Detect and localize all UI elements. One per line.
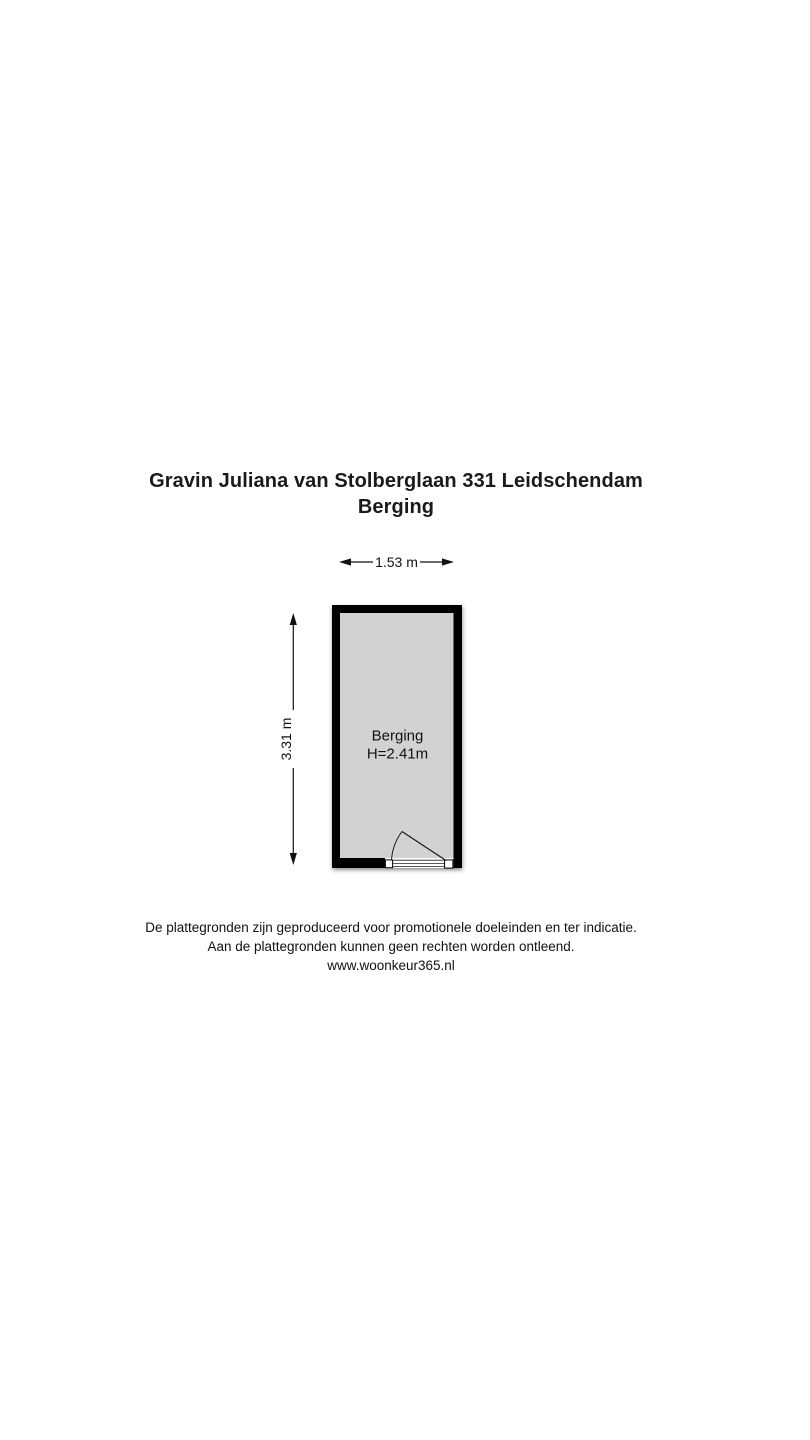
floorplan-drawing (260, 540, 480, 890)
page-title-address: Gravin Juliana van Stolberglaan 331 Leidschendam (149, 470, 643, 492)
page-title (0, 469, 792, 520)
footer-disclaimer (0, 918, 782, 975)
height-dimension (278, 613, 297, 865)
height-dimension-label: 3.31 m (278, 717, 294, 761)
arrow-up-icon (290, 613, 297, 625)
arrow-left-icon (339, 558, 351, 565)
door-jamb-left (385, 860, 392, 868)
room-ceiling-height-label: H=2.41m (366, 745, 429, 763)
width-dimension (339, 554, 454, 570)
door-jamb-right (445, 860, 453, 868)
arrow-right-icon (442, 558, 454, 565)
width-dimension-label: 1.53 m (375, 554, 418, 570)
footer-disclaimer-line1: De plattegronden zijn geproduceerd voor promotionele doeleinden en ter indicatie. (145, 920, 637, 935)
page-title-room-name: Berging (357, 495, 435, 518)
footer-website: www.woonkeur365.nl (327, 958, 455, 973)
room-label: Berging (371, 727, 424, 745)
room-berging (332, 605, 462, 868)
arrow-down-icon (290, 853, 297, 865)
footer-disclaimer-line2: Aan de plattegronden kunnen geen rechten worden ontleend. (207, 939, 575, 954)
